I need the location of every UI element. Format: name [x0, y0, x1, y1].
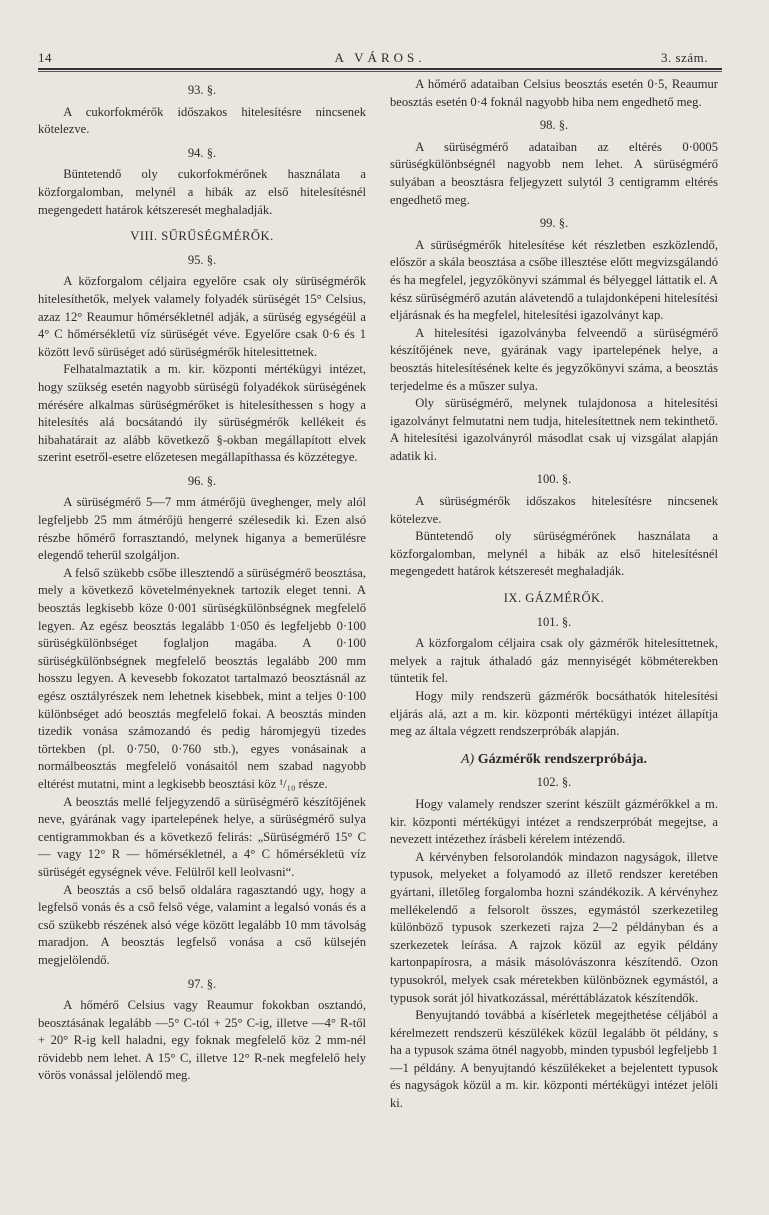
paragraph: Benyujtandó továbbá a kísérletek megejthetése céljából a kérelmezett rendszerü készülékek közül legalább öt példány, s ha a typusok száma ötnél nagyobb, minden typusból legfeljebb 1—1 példány. A benyujtandó készülékeket a bejelentett typusok és nagyságok közül a m. kir. központi mértékügyi intézet jelöli ki.	[390, 1008, 718, 1111]
section-number: 98. §.	[539, 118, 569, 133]
page-header	[38, 50, 722, 68]
section-number: 100. §.	[536, 472, 572, 487]
paragraph: A sürüségmérő adataiban az eltérés 0·0005 sürüségkülönbségnél nagyobb nem lehet. A sürüségmérő sulyában a beosztásra feljegyzett sulytól 3 centigramm eltérés engedhető meg.	[390, 139, 718, 207]
publication-title: A VÁROS.	[334, 50, 426, 65]
subsection-title: Gázmérők rendszerpróbája.	[474, 751, 647, 767]
paragraph: Hogy valamely rendszer szerint készült gázmérőkkel a m. kir. központi mértékügyi intézet a rendszerpróbát megejtse, a nevezett intézethez írásbeli kérelem intézendő.	[390, 796, 718, 847]
left-column	[38, 76, 366, 1085]
paragraph: A sürüségmérők időszakos hitelesítésre nincsenek kötelezve.	[390, 494, 718, 526]
paragraph: A beosztás a cső belső oldalára ragasztandó ugy, hogy a legfelső vonás és a cső felső vége, valamint a legalsó vonás és a cső szükebb részének alsó vége között legalább 10 mm távolság maradjon. A beosztás legfelső vonása a cső külsején megjelölendő.	[38, 882, 366, 967]
paragraph: A hőmérő adataiban Celsius beosztás esetén 0·5, Reaumur beosztás esetén 0·4 foknál nagyobb hiba nem engedhető meg.	[390, 77, 718, 109]
paragraph: A közforgalom céljaira csak oly gázmérők hitelesíttetnek, melyek a rajtuk áthaladó gáz mennyiségét köbméterekben tüntetik fel.	[390, 636, 718, 686]
section-number: 96. §.	[187, 473, 217, 488]
section-number: 101. §.	[536, 614, 572, 629]
paragraph: A felső szükebb csőbe illesztendő a sürüségmérő beosztása, mely a következő követelményeknek tartozik eleget tenni. A beosztás legkisebb köze 0·001 sürüségkülönbségnek megfelelő legyen. Az egész beosztás legalább 1·050 és legfeljebb 0·100 sürüségkülönbséget foglaljon magába. A 0·100 sürüségkülönbségnek megfelelő beosztás legalább 200 mm hosszu legyen. A kevesebb fokozatot tartalmazó beosztásnál az egész osztályrészek nem lehetnek kisebbek, mint a teljes 0·100 különbséget adó beosztás megfelelő fokai. A beosztás minden tizedik vonása számozandó és pedig háromjegyü tizedes törtekben (pl. 0·750, 0·760 stb.), egyes vonásainak a normálbeosztás megfelelő vonásaitól nem szabad nagyobb eltérést mutatni, mint a legkisebb beosztási köz ¹/₁₀ része.	[38, 565, 366, 791]
chapter-heading: IX. GÁZMÉRŐK.	[503, 591, 605, 606]
paragraph: A hitelesítési igazolványba felveendő a sürüségmérő készítőjének neve, gyárának vagy ipartelepének helye, a beosztás hitelesítésének kelte és jegyzőkönyvi száma, a beosztás terjedelme és a műszer sulya.	[390, 325, 718, 393]
subsection-heading	[390, 751, 718, 769]
subsection-prefix: A)	[461, 751, 475, 767]
paragraph: Felhatalmaztatik a m. kir. központi mértékügyi intézet, hogy szükség esetén nagyobb sürüségü folyadékok sürüségének mérésére alkalmas sürüségmérőket is hitelesíthessen s hogy a hitelesítés alá bocsátandó ily sürüségmérők kellékeit és hibahatárait az alább következő §-okban megállapított elvek szerint esetről-esetre előzetesen megállapíthassa és közzétegye.	[38, 362, 366, 465]
chapter-heading: VIII. SŰRŰSÉGMÉRŐK.	[130, 229, 274, 244]
section-number: 95. §.	[187, 252, 217, 267]
header-rule	[38, 68, 722, 70]
issue-number: 3. szám.	[661, 50, 708, 65]
section-number: 99. §.	[539, 216, 569, 231]
paragraph: Oly sürüségmérő, melynek tulajdonosa a hitelesítési igazolványt felmutatni nem tudja, hitelesítettnek nem tekinthető. A hitelesítési igazolványról másodlat csak uj vizsgálat alapján adatik ki.	[390, 396, 718, 463]
right-column	[390, 76, 718, 1113]
paragraph: A beosztás mellé feljegyzendő a sürüségmérő készítőjének neve, gyárának vagy ipartelepének helye, a sürüségmérő sulya centigrammokban és a következő felirás: „Sürüségmérő 15° C — vagy 12° R — hőmérsékletnél, a 4° C hőmérsékletü víz sürüségét egységnek véve. Felülről kell leolvasni“.	[38, 794, 366, 879]
section-number: 97. §.	[187, 976, 217, 991]
paragraph: Hogy mily rendszerü gázmérők bocsáthatók hitelesítési eljárás alá, azt a m. kir. központi mértékügyi intézet állapítja meg az általa végzett rendszerpróbák alapján.	[390, 689, 718, 739]
section-number: 93. §.	[187, 83, 217, 97]
page-number: 14	[38, 50, 52, 65]
section-number: 102. §.	[536, 775, 572, 790]
paragraph: A sürüségmérők hitelesítése két részletben eszközlendő, először a skála beosztása a csőbe illesztése előtt megvizsgálandó és ha megfelel, jegyzőkönyvi számmal és bélyeggel láttatik el. A kész sürüségmérő azután alávetendő a tulajdonképeni hitelesítési eljárásnak és ha megfelel, hitelesítési igazolványt kap.	[390, 237, 718, 323]
header-rule-thin	[38, 71, 722, 72]
paragraph: A cukorfokmérők időszakos hitelesítésre nincsenek kötelezve.	[38, 104, 366, 137]
paragraph: A közforgalom céljaira egyelőre csak oly sürüségmérők hitelesíthetők, melyek valamely folyadék sürüségét 15° Celsius, azaz 12° Reaumur hőmérsékletnél adják, a sürüség egységéül a 4° C hőmérsékletű víz sürüségét véve. Egyelőre csak 0·6 és 1 között levő sürüséget adó sürüségmérők hitelesittetnek.	[38, 274, 366, 359]
paragraph: Büntetendő oly cukorfokmérőnek használata a közforgalomban, melynél a hibák az első hitelesítésnél megengedett határok kétszeresét meghaladják.	[38, 167, 366, 217]
paragraph: A sürüségmérő 5—7 mm átmérőjü üveghenger, mely alól legfeljebb 25 mm átmérőjü hengerré szélesedik ki. Ezen alsó részbe hőmérő forrasztandó, melynek higanya a bemerülésre elegendő teherül szolgáljon.	[38, 495, 366, 563]
paragraph: A hőmérő Celsius vagy Reaumur fokokban osztandó, beosztásának legalább —5° C-tól + 25° C-ig, illetve —4° R-től + 20° R-ig kell haladni, egy foknak megfelelő köz 2 mm-nél rövidebb nem lehet. A 15° C, illetve 12° R-nek megfelelő hely vörös vonással jelölendő meg.	[38, 998, 366, 1083]
section-number: 94. §.	[187, 145, 217, 160]
paragraph: Büntetendő oly sürüségmérőnek használata a közforgalomban, melynél a hibák az első hitelesítésnél megengedett határok kétszeresét meghaladják.	[390, 529, 718, 579]
paragraph: A kérvényben felsorolandók mindazon nagyságok, illetve typusok, melyeket a folyamodó az illető rendszer keretében gyártani, illetőleg forgalomba hozni szándékozik. A kérvényhez mellékelendő a felsorolt összes, egymástól szerkezetileg különböző typusok szerkezeti rajza 2—2 példányban és a szerkezetek leírása. A rajzok közül az egyik példány kartonpapírosra, a másik másolóvászonra készítendő. Ozon typusokról, melyek csak méretekben különböznek egymástól, a typusok sorát jól hivatkozással, méréttáblázatok készítendők.	[390, 849, 718, 1005]
